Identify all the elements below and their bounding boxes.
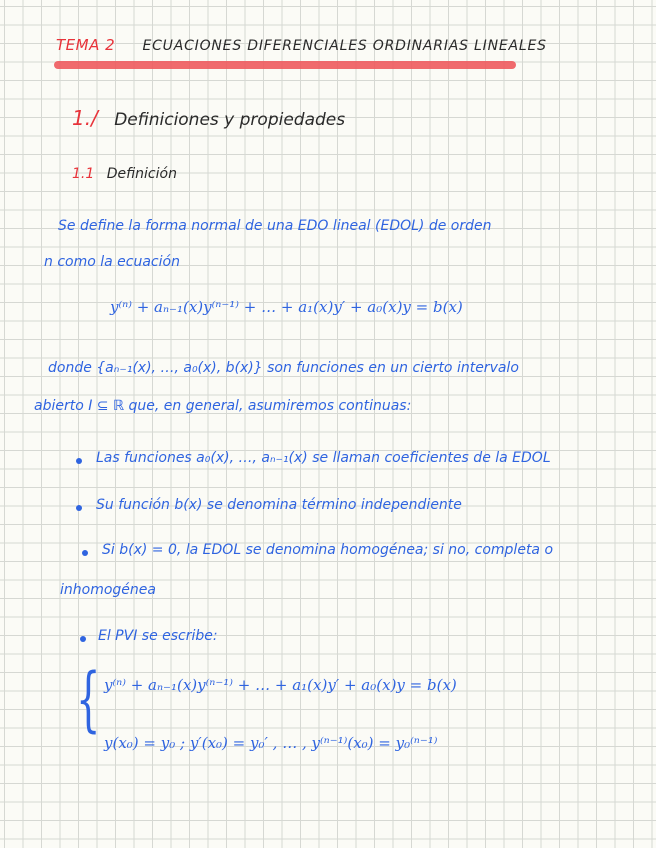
pvi-equation: y⁽ⁿ⁾ + aₙ₋₁(x)y⁽ⁿ⁻¹⁾ + … + a₁(x)y′ + a₀(x)y = b(x) bbox=[104, 676, 457, 694]
bullet-item: Las funciones a₀(x), …, aₙ₋₁(x) se llaman coeficientes de la EDOL bbox=[96, 450, 551, 466]
subsection-text: Definición bbox=[106, 166, 177, 182]
bullet-dot bbox=[82, 550, 88, 556]
paragraph-line: donde {aₙ₋₁(x), …, a₀(x), b(x)} son funciones en un cierto intervalo bbox=[48, 360, 519, 376]
title-tema: TEMA 2 bbox=[56, 36, 116, 54]
bullet-item: Si b(x) = 0, la EDOL se denomina homogénea; si no, completa o bbox=[102, 542, 554, 558]
paragraph-line: n como la ecuación bbox=[44, 254, 180, 270]
bullet-continuation: inhomogénea bbox=[60, 582, 156, 598]
paragraph-line: Se define la forma normal de una EDO lineal (EDOL) de orden bbox=[58, 218, 492, 234]
bullet-dot bbox=[76, 458, 82, 464]
title-rest: ECUACIONES DIFERENCIALES ORDINARIAS LINEALES bbox=[142, 38, 547, 54]
paragraph-line: abierto I ⊆ ℝ que, en general, asumiremos continuas: bbox=[34, 398, 412, 414]
subsection-number: 1.1 bbox=[72, 166, 95, 182]
section-heading bbox=[72, 106, 345, 130]
section-number: 1./ bbox=[72, 106, 98, 130]
main-equation: y⁽ⁿ⁾ + aₙ₋₁(x)y⁽ⁿ⁻¹⁾ + … + a₁(x)y′ + a₀(x)y = b(x) bbox=[110, 298, 463, 316]
pvi-conditions: y(x₀) = y₀ ; y′(x₀) = y₀′ , … , y⁽ⁿ⁻¹⁾(x₀) = y₀⁽ⁿ⁻¹⁾ bbox=[104, 734, 438, 752]
bullet-item: El PVI se escribe: bbox=[98, 628, 218, 644]
subsection-heading bbox=[72, 166, 177, 182]
system-brace: { bbox=[76, 658, 101, 740]
bullet-dot bbox=[80, 636, 86, 642]
bullet-item: Su función b(x) se denomina término independiente bbox=[96, 497, 462, 513]
bullet-dot bbox=[76, 505, 82, 511]
page-title bbox=[56, 36, 547, 54]
title-highlight bbox=[54, 61, 516, 69]
section-text: Definiciones y propiedades bbox=[114, 110, 346, 130]
